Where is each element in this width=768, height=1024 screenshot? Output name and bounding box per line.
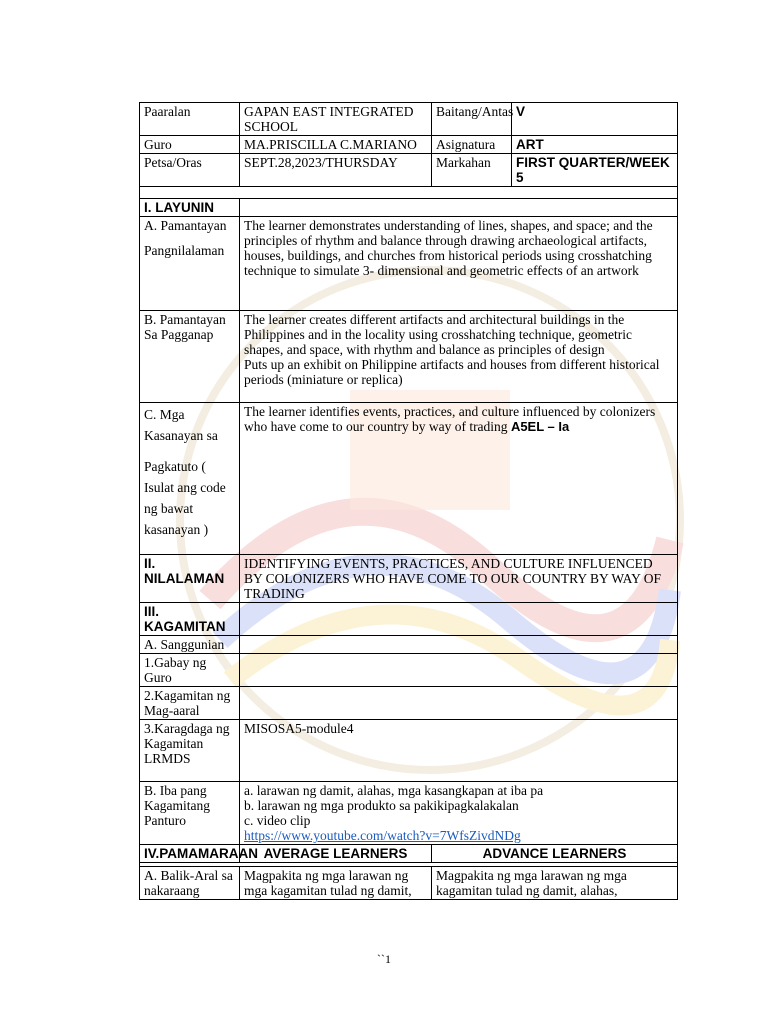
pamamaraan-heading: IV.PAMAMARAAN [140, 845, 240, 863]
guro-label: Guro [140, 136, 240, 154]
petsa-label: Petsa/Oras [140, 154, 240, 187]
layunin-b-text-2: Puts up an exhibit on Philippine artifacts and houses from different historical periods (miniature or replica) [244, 357, 660, 387]
video-link[interactable]: https://www.youtube.com/watch?v=7WfsZivdNDg [244, 828, 521, 843]
nilalaman-heading: II. NILALAMAN [140, 555, 240, 603]
layunin-c-label-1: C. Mga Kasanayan sa [144, 407, 218, 443]
sanggunian-row [140, 636, 678, 654]
asignatura-value: ART [512, 136, 678, 154]
markahan-label: Markahan [432, 154, 512, 187]
iba-pang-row [140, 782, 678, 845]
iba-pang-list [240, 782, 678, 845]
header-row-petsa [140, 154, 678, 187]
spacer-row [140, 187, 678, 199]
average-learners-header: AVERAGE LEARNERS [240, 845, 432, 863]
balik-aral-advance: Magpakita ng mga larawan ng mga kagamitan tulad ng damit, alahas, [432, 867, 678, 900]
layunin-b-text-cell [240, 311, 678, 403]
balik-aral-row [140, 867, 678, 900]
iba-item-b: b. larawan ng mga produkto sa pakikipagkalakalan [244, 798, 519, 813]
paaralan-value: GAPAN EAST INTEGRATED SCHOOL [240, 103, 432, 136]
kagamitan-heading: III. KAGAMITAN [140, 603, 240, 636]
layunin-c-code: A5EL – Ia [510, 419, 570, 434]
guro-value: MA.PRISCILLA C.MARIANO [240, 136, 432, 154]
layunin-a-label-cell [140, 217, 240, 311]
layunin-a-label-1: A. Pamantayan [144, 218, 227, 233]
layunin-a-row [140, 217, 678, 311]
karagdagang-row [140, 720, 678, 782]
layunin-c-text: The learner identifies events, practices, and culture influenced by colonizers who have come to our country by way of trading [244, 404, 656, 434]
layunin-b-row [140, 311, 678, 403]
page-number: ``1 [377, 952, 391, 966]
iba-item-a: a. larawan ng damit, alahas, mga kasangkapan at iba pa [244, 783, 544, 798]
gabay-row [140, 654, 678, 687]
layunin-heading-row [140, 199, 678, 217]
layunin-c-label-2: Pagkatuto ( Isulat ang code ng bawat kasanayan ) [144, 459, 226, 537]
mag-aaral-row [140, 687, 678, 720]
header-row-paaralan [140, 103, 678, 136]
nilalaman-text: IDENTIFYING EVENTS, PRACTICES, AND CULTURE INFLUENCED BY COLONIZERS WHO HAVE COME TO OUR COUNTRY BY WAY OF TRADING [240, 555, 678, 603]
petsa-value: SEPT.28,2023/THURSDAY [240, 154, 432, 187]
lesson-plan-table [139, 102, 678, 900]
layunin-heading: I. LAYUNIN [140, 199, 240, 217]
layunin-b-label: B. Pamantayan Sa Pagganap [140, 311, 240, 403]
iba-pang-label: B. Iba pang Kagamitang Panturo [140, 782, 240, 845]
pamamaraan-heading-row [140, 845, 678, 863]
markahan-value: FIRST QUARTER/WEEK 5 [512, 154, 678, 187]
layunin-c-text-cell [240, 403, 678, 555]
layunin-a-text: The learner demonstrates understanding of lines, shapes, and space; and the principles of rhythm and balance through drawing archaeological artifacts, houses, buildings, and churches from historical periods using crosshatching technique to simulate 3- dimensional and geometric effects of an artwork [240, 217, 678, 311]
kagamitan-heading-row [140, 603, 678, 636]
mag-aaral-label: 2.Kagamitan ng Mag-aaral [140, 687, 240, 720]
header-row-guro [140, 136, 678, 154]
baitang-value: V [512, 103, 678, 136]
balik-aral-label: A. Balik-Aral sa nakaraang [140, 867, 240, 900]
balik-aral-average: Magpakita ng mga larawan ng mga kagamitan tulad ng damit, [240, 867, 432, 900]
advance-learners-header: ADVANCE LEARNERS [432, 845, 678, 863]
gabay-label: 1.Gabay ng Guro [140, 654, 240, 687]
iba-item-c: c. video clip [244, 813, 311, 828]
karagdagang-value: MISOSA5-module4 [240, 720, 678, 782]
karagdagang-label: 3.Karagdaga ng Kagamitan LRMDS [140, 720, 240, 782]
layunin-c-label-cell [140, 403, 240, 555]
nilalaman-row [140, 555, 678, 603]
baitang-label: Baitang/Antas [432, 103, 512, 136]
layunin-a-label-2: Pangnilalaman [144, 243, 225, 258]
layunin-b-text-1: The learner creates different artifacts and architectural buildings in the Philippines and in the locality using crosshatching technique, geometric shapes, and space, with rhythm and balance as principles of design [244, 312, 633, 357]
asignatura-label: Asignatura [432, 136, 512, 154]
paaralan-label: Paaralan [140, 103, 240, 136]
sanggunian-label: A. Sanggunian [140, 636, 240, 654]
layunin-c-row [140, 403, 678, 555]
